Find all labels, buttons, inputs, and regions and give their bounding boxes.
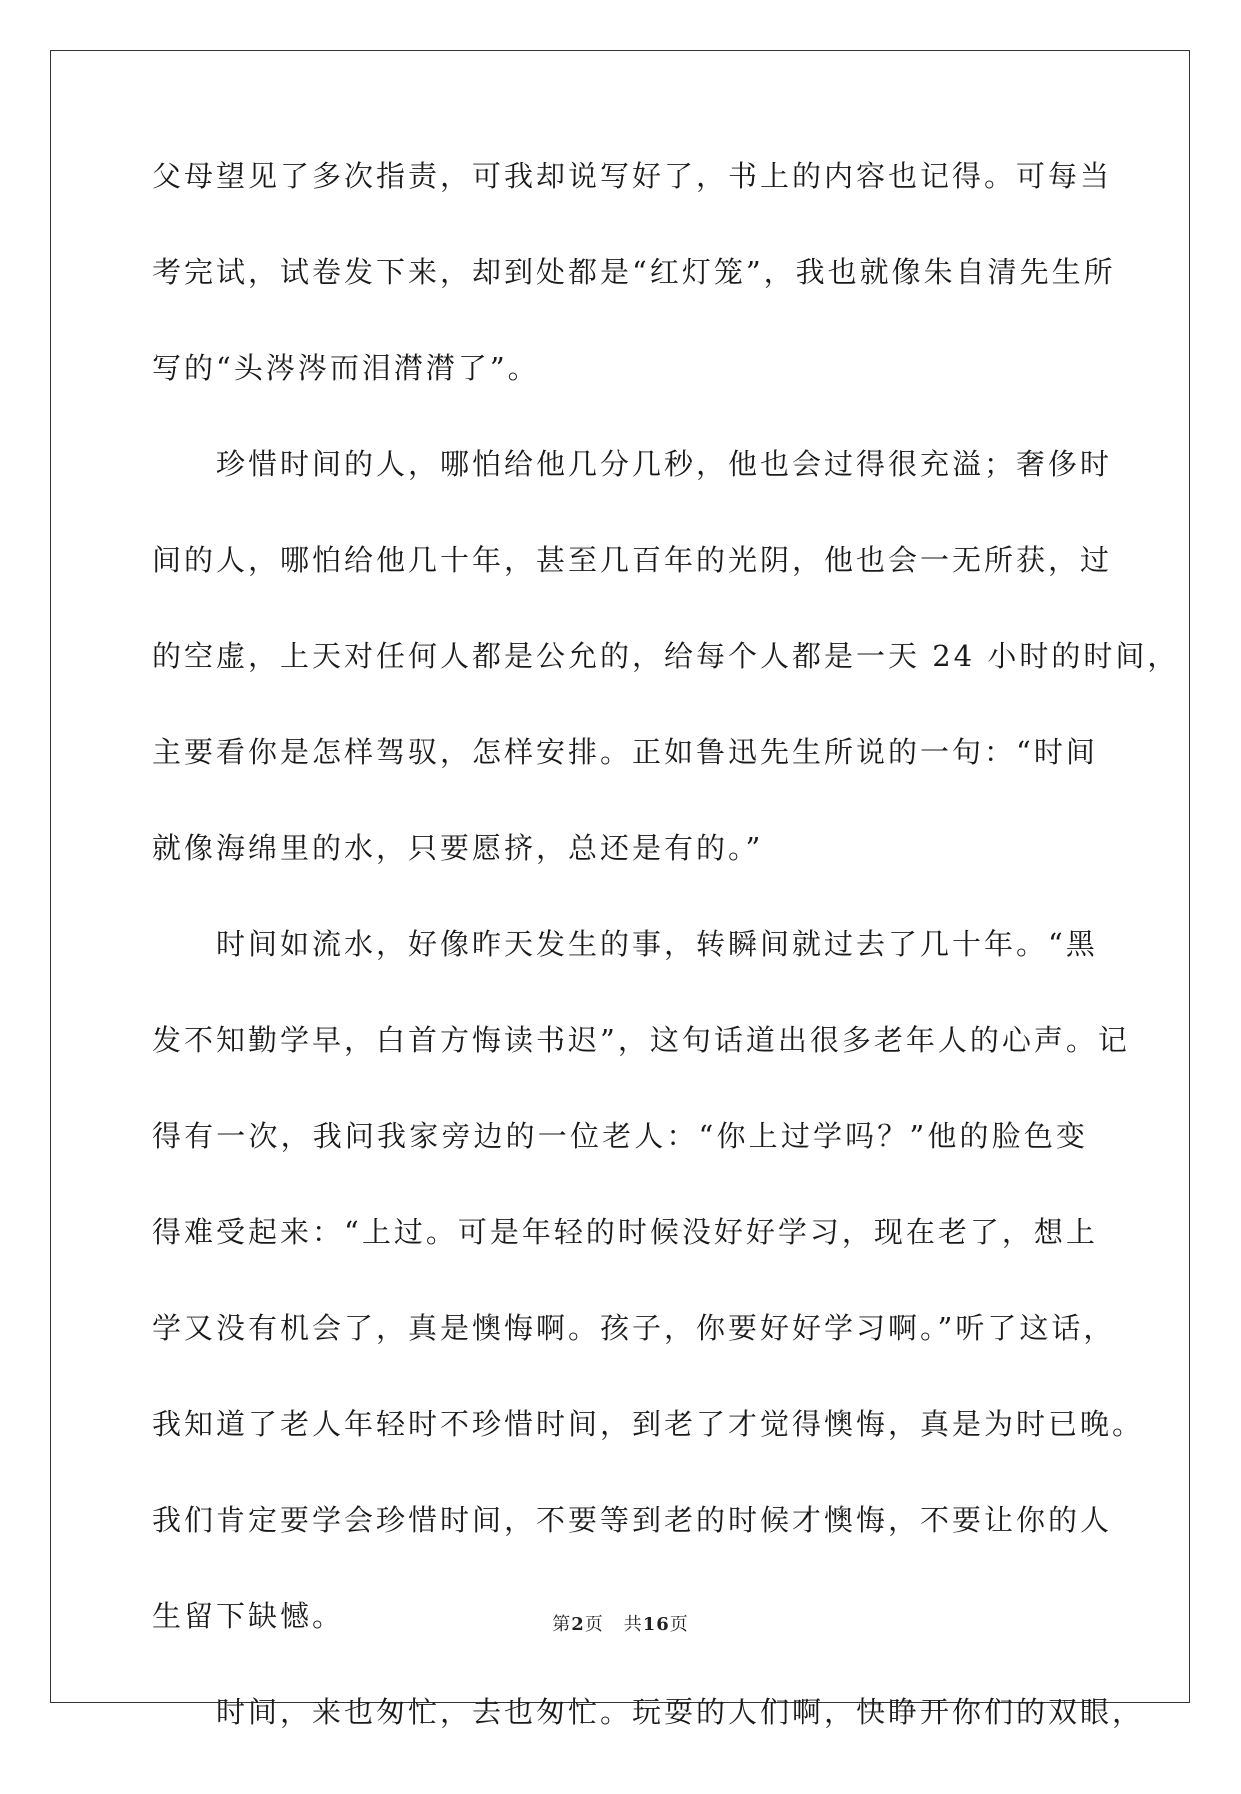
text-line: 考完试，试卷发下来，却到处都是“红灯笼”，我也就像朱自清先生所: [152, 255, 1116, 289]
page-prefix: 第: [552, 1614, 572, 1635]
text-line: 得难受起来：“上过。可是年轻的时候没好好学习，现在老了，想上: [152, 1215, 1098, 1249]
text-line: 得有一次，我问我家旁边的一位老人：“你上过学吗？”他的脸色变: [152, 1119, 1088, 1153]
text-line: 发不知勤学早，白首方悔读书迟”，这句话道出很多老年人的心声。记: [152, 1023, 1130, 1057]
text-line: 珍惜时间的人，哪怕给他几分几秒，他也会过得很充溢；奢侈时: [216, 447, 1113, 481]
text-line: 我知道了老人年轻时不珍惜时间，到老了才觉得懊悔，真是为时已晚。: [152, 1407, 1145, 1441]
page-current-number: 2: [571, 1614, 585, 1635]
text-line: 的空虚，上天对任何人都是公允的，给每个人都是一天 24 小时的时间，: [152, 639, 1180, 673]
total-suffix: 页: [669, 1614, 689, 1635]
text-line: 时间如流水，好像昨天发生的事，转瞬间就过去了几十年。“黑: [216, 927, 1098, 961]
page-footer: [0, 1610, 1241, 1636]
total-prefix: 共: [623, 1614, 643, 1635]
text-line: 主要看你是怎样驾驭，怎样安排。正如鲁迅先生所说的一句：“时间: [152, 735, 1098, 769]
page-suffix: 页: [584, 1614, 604, 1635]
text-line: 时间，来也匆忙，去也匆忙。玩耍的人们啊，快睁开你们的双眼，: [216, 1695, 1145, 1729]
page-total-number: 16: [642, 1614, 670, 1635]
text-line: 间的人，哪怕给他几十年，甚至几百年的光阴，他也会一无所获，过: [152, 543, 1113, 577]
text-line: 生留下缺憾。: [152, 1599, 345, 1633]
document-body: [152, 159, 1180, 1794]
text-line: 就像海绵里的水，只要愿挤，总还是有的。”: [152, 831, 764, 865]
text-line: 父母望见了多次指责，可我却说写好了，书上的内容也记得。可每当: [152, 159, 1113, 193]
text-line: 写的“头涔涔而泪潸潸了”。: [152, 351, 540, 385]
text-line: 学又没有机会了，真是懊悔啊。孩子，你要好好学习啊。”听了这话，: [152, 1311, 1116, 1345]
text-line: 我们肯定要学会珍惜时间，不要等到老的时候才懊悔，不要让你的人: [152, 1503, 1113, 1537]
